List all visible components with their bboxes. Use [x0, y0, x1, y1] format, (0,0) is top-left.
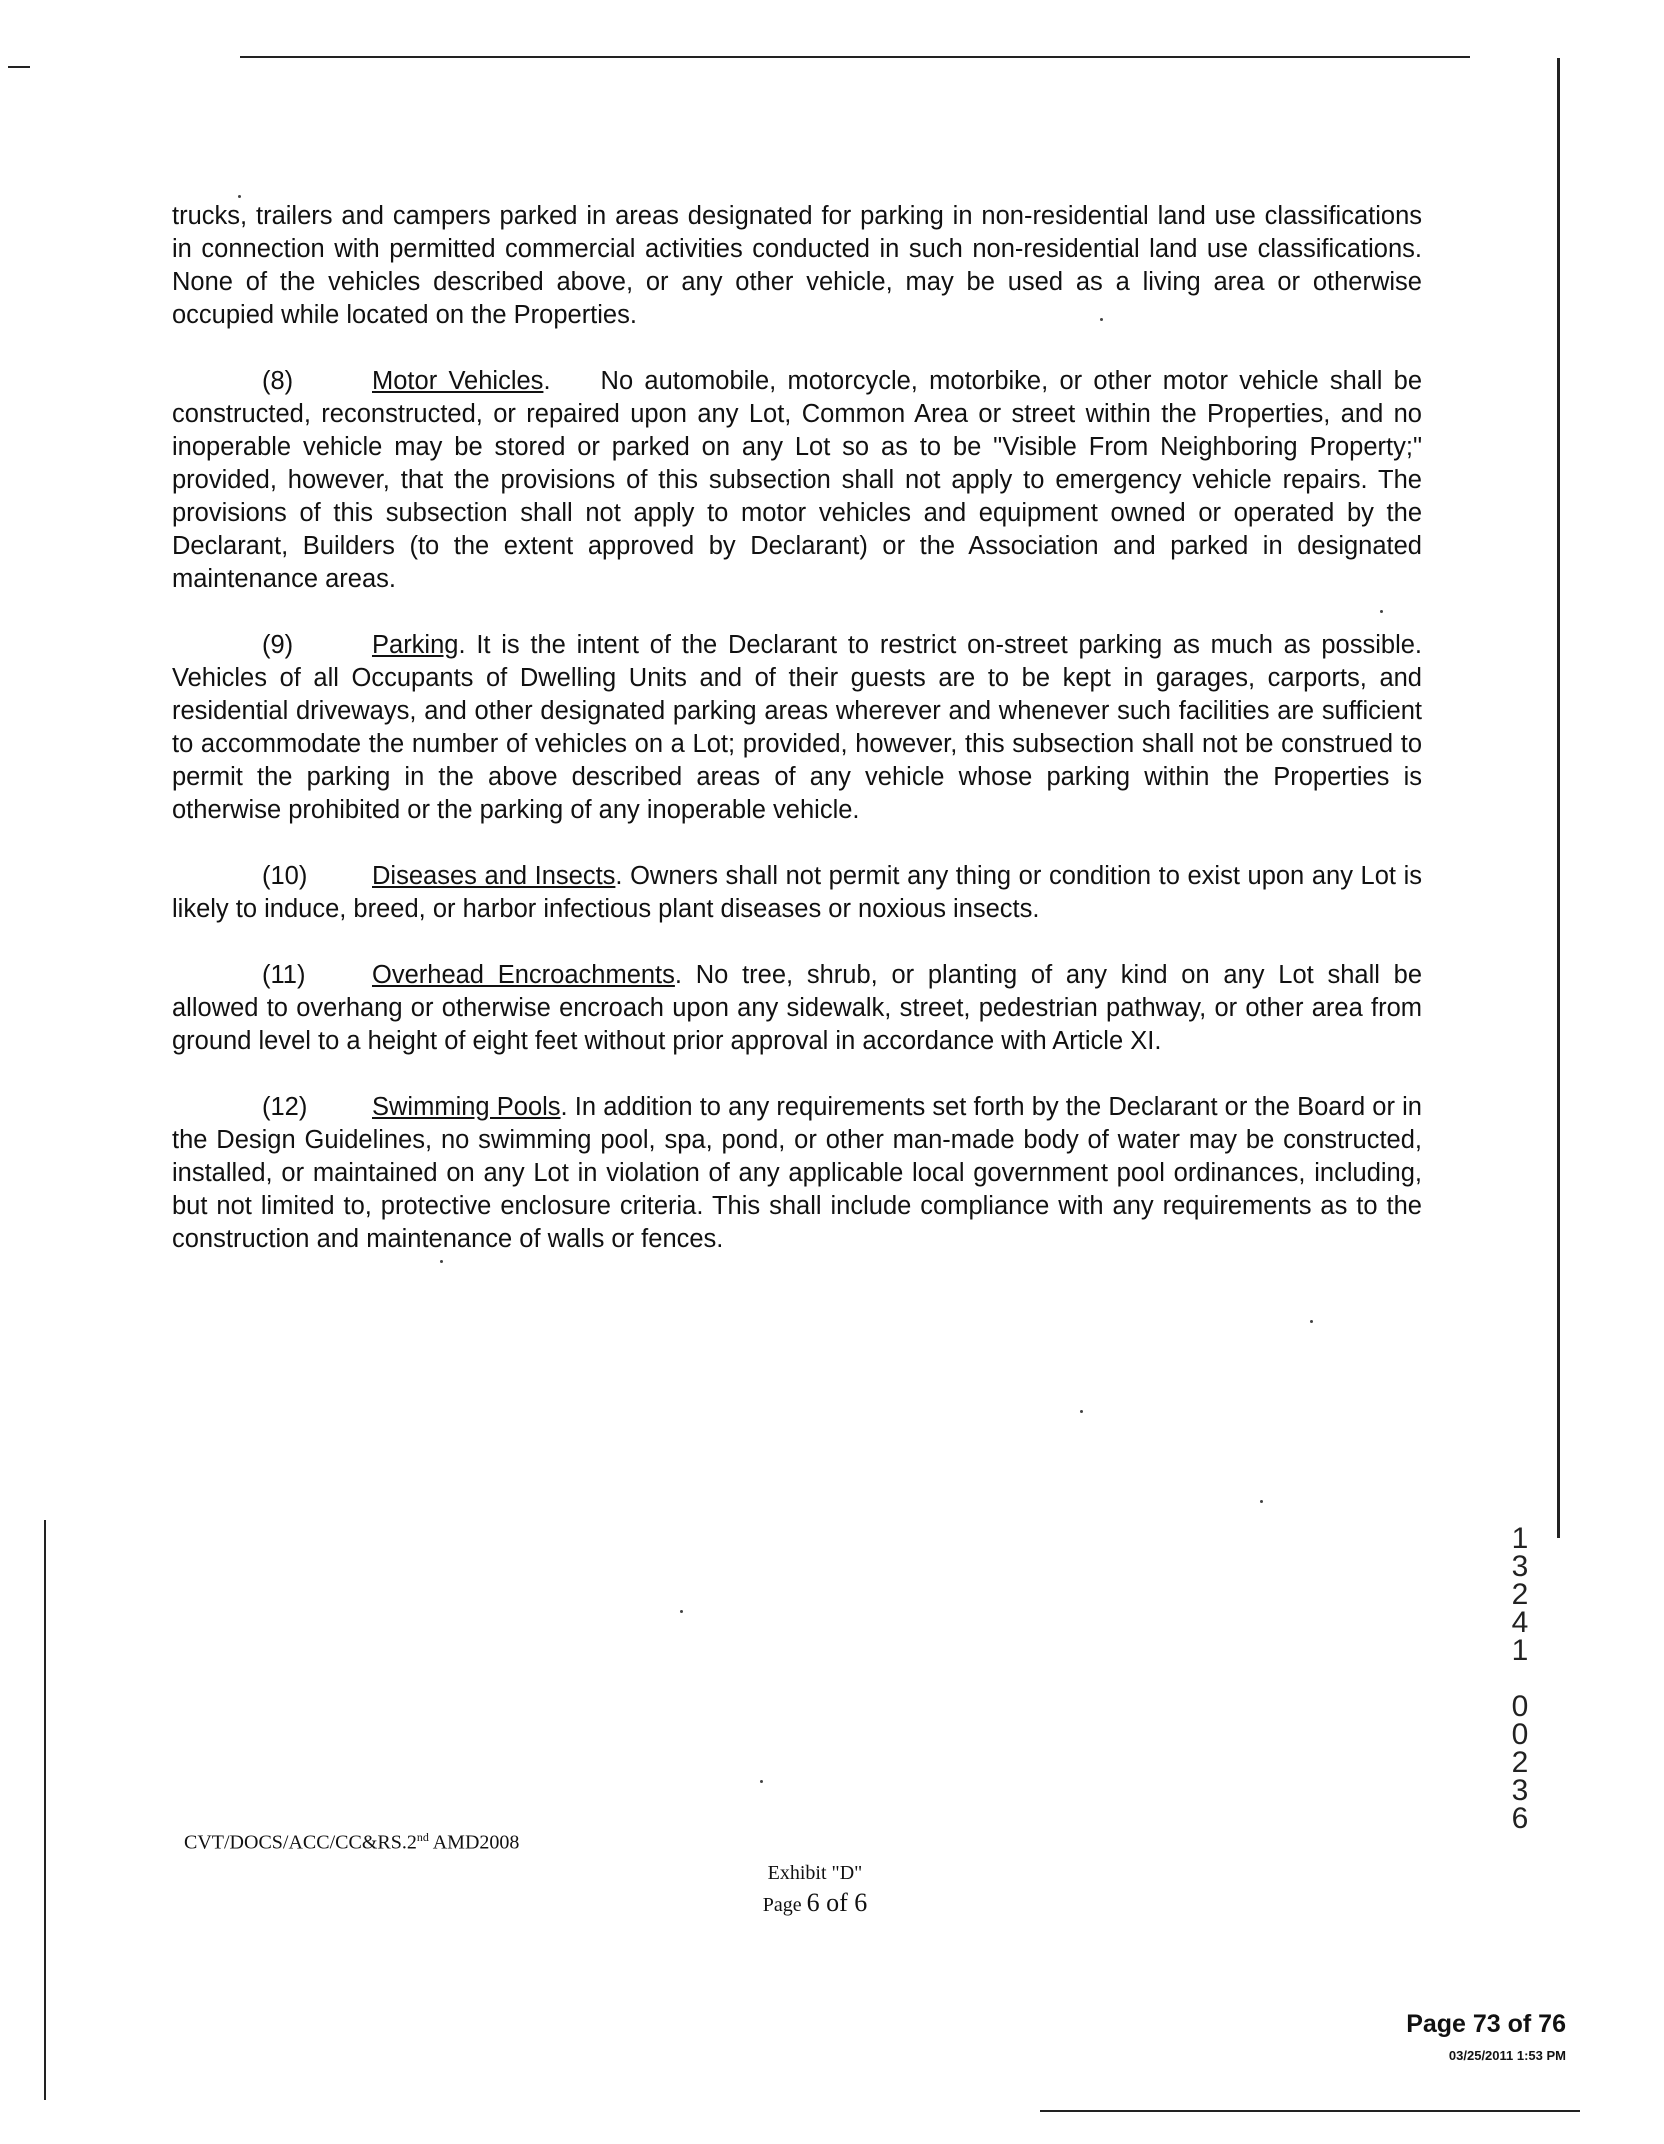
section-heading: Motor Vehicles [372, 367, 544, 395]
stamp-digit: 3 [1511, 1550, 1529, 1583]
bottom-border-line [1040, 2110, 1580, 2112]
section-heading: Swimming Pools [372, 1093, 561, 1121]
paragraph-swimming-pools: (12) Swimming Pools. In addition to any requirements set forth by the Declarant or the Board or in the Design Guidelines, no swimming pool, spa, pond, or other man-made body of water may be constructed, installed, or maintained on any Lot in violation of any applicable local government pool ordinances, including, but not limited to, protective enclosure criteria. This shall include compliance with any requirements as to the construction and maintenance of walls or fences. [172, 1093, 1422, 1253]
top-left-mark [8, 66, 30, 68]
exhibit-label: Exhibit "D" [767, 1862, 863, 1884]
section-number: (8) [262, 367, 294, 395]
scan-speck [680, 1610, 683, 1613]
document-reference: CVT/DOCS/ACC/CC&RS.2nd AMD2008 [184, 1830, 520, 1854]
stamp-digit: 1 [1511, 1634, 1529, 1667]
right-border-line [1557, 58, 1560, 1538]
paragraph-motor-vehicles: (8) Motor Vehicles. No automobile, motorcycle, motorbike, or other motor vehicle shall be constructed, reconstructed, or repaired upon any Lot, Common Area or street within the Properties, and no inoperable vehicle may be stored or parked on any Lot so as to be "Visible From Neighboring Property;" provided, however, that the provisions of this subsection shall not apply to emergency vehicle repairs. The provisions of this subsection shall not apply to motor vehicles and equipment owned or operated by the Declarant, Builders (to the extent approved by Declarant) or the Association and parked in designated maintenance areas. [172, 367, 1422, 593]
stamp-digit: 0 [1511, 1690, 1529, 1723]
paragraph-continuation: trucks, trailers and campers parked in areas designated for parking in non-residential land use classifications in connection with permitted commercial activities conducted in such non-residential land use classifications. None of the vehicles described above, or any other vehicle, may be used as a living area or otherwise occupied while located on the Properties. [172, 202, 1422, 329]
section-heading: Diseases and Insects [372, 862, 616, 890]
recording-number-stamp [1505, 1522, 1535, 1835]
scan-speck [1380, 610, 1383, 613]
left-border-line [44, 1520, 46, 2100]
scan-speck [1080, 1410, 1083, 1413]
stamp-digit [1505, 1665, 1535, 1693]
scan-speck [760, 1780, 763, 1783]
stamp-digit: 3 [1511, 1774, 1529, 1807]
section-number: (12) [262, 1093, 308, 1121]
paragraph-parking: (9) Parking. It is the intent of the Declarant to restrict on-street parking as much as possible. Vehicles of all Occupants of Dwelling Units and of their guests are to be kept in garages, carports, and residential driveways, and other designated parking areas wherever and whenever such facilities are sufficient to accommodate the number of vehicles on a Lot; provided, however, this subsection shall not be construed to permit the parking in the above described areas of any vehicle whose parking within the Properties is otherwise prohibited or the parking of any inoperable vehicle. [172, 631, 1423, 824]
stamp-digit: 2 [1511, 1578, 1529, 1611]
section-heading: Overhead Encroachments [372, 961, 675, 989]
section-number: (11) [262, 961, 306, 989]
exhibit-label-block [700, 1858, 930, 1920]
stamp-digit: 6 [1511, 1802, 1529, 1835]
page-count-stamp: Page 73 of 76 [1406, 2010, 1566, 2038]
stamp-digit: 0 [1511, 1718, 1529, 1751]
scan-speck [238, 195, 241, 198]
scan-speck [1310, 1320, 1313, 1323]
top-border-line [240, 56, 1470, 58]
section-heading: Parking [372, 631, 459, 659]
section-number: (10) [262, 862, 308, 890]
scan-speck [1260, 1500, 1263, 1503]
paragraph-overhead-encroachments: (11) Overhead Encroachments. No tree, shrub, or planting of any kind on any Lot shall be allowed to overhang or otherwise encroach upon any sidewalk, street, pedestrian pathway, or other area from ground level to a height of eight feet without prior approval in accordance with Article XI. [172, 961, 1422, 1055]
stamp-digit: 1 [1511, 1522, 1529, 1555]
scan-speck [440, 1260, 443, 1263]
paragraph-diseases-insects: (10) Diseases and Insects. Owners shall not permit any thing or condition to exist upon any Lot is likely to induce, breed, or harbor infectious plant diseases or noxious insects. [172, 862, 1423, 923]
section-number: (9) [262, 631, 294, 659]
recording-date-stamp: 03/25/2011 1:53 PM [1448, 2048, 1566, 2063]
stamp-digit: 4 [1511, 1606, 1529, 1639]
stamp-digit: 2 [1511, 1746, 1529, 1779]
document-body [172, 200, 1422, 1289]
scan-speck [1100, 318, 1103, 321]
exhibit-page-number: Page 6 of 6 [762, 1888, 868, 1917]
